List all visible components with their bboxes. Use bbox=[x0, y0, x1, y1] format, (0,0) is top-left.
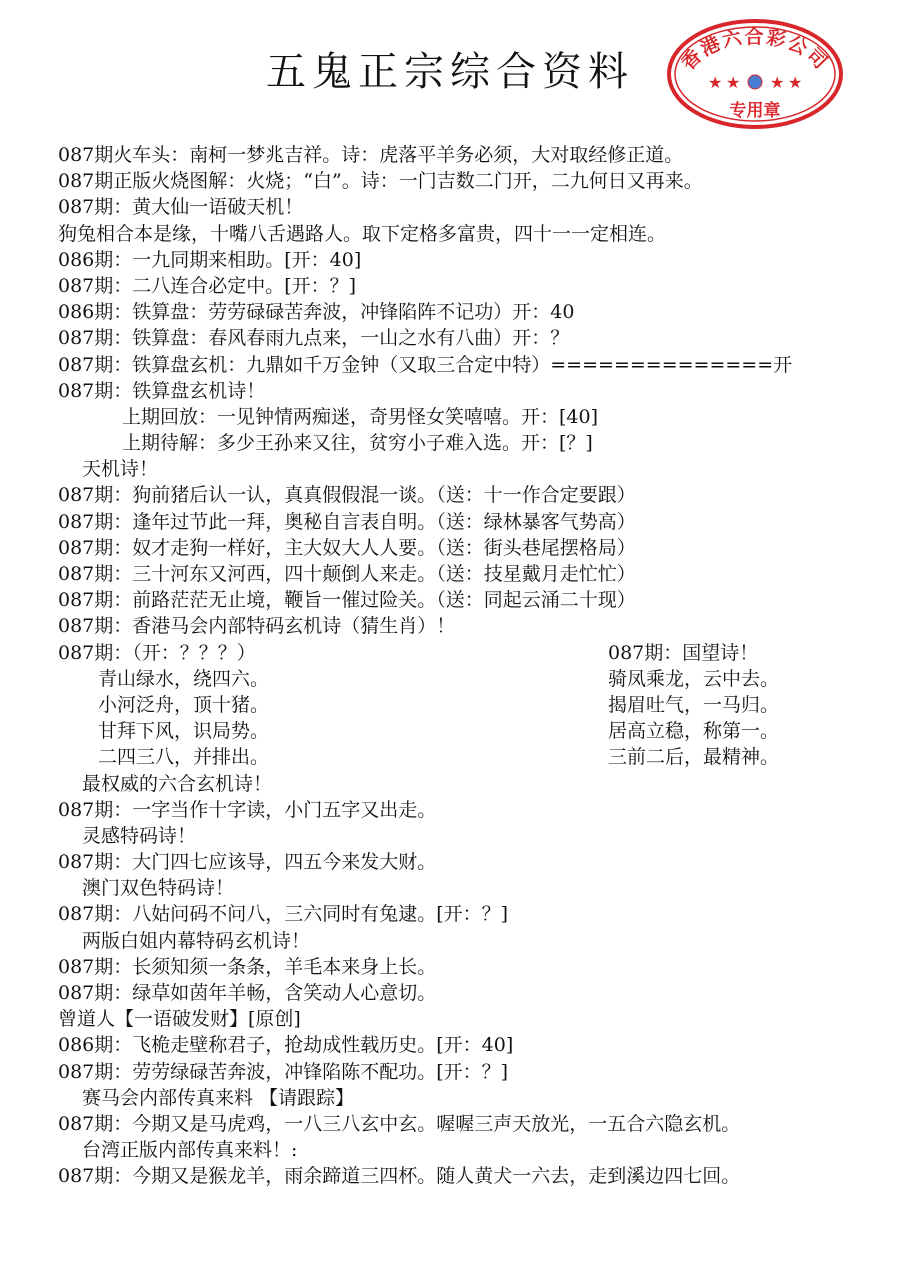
text-line: 086期：一九同期来相助。[开：40] bbox=[58, 248, 362, 271]
svg-text:★: ★ bbox=[788, 73, 803, 92]
text-line: 上期待解：多少王孙来又往，贫穷小子难入选。开：[？] bbox=[122, 432, 593, 455]
text-line: 087期：今期又是猴龙羊，雨余蹄道三四杯。随人黄犬一六去，走到溪边四七回。 bbox=[58, 1165, 741, 1188]
text-line: 澳门双色特码诗！ bbox=[82, 877, 235, 900]
text-line: 087期：劳劳绿碌苦奔波，冲锋陷陈不配功。[开：？] bbox=[58, 1060, 509, 1083]
text-line: 087期：今期又是马虎鸡，一八三八玄中玄。喔喔三声天放光，一五合六隐玄机。 bbox=[58, 1112, 741, 1135]
text-line: 087期：长须知须一条条，羊毛本来身上长。 bbox=[58, 955, 437, 978]
text-line: 087期：铁算盘：春风春雨九点来，一山之水有八曲）开：？ bbox=[58, 327, 570, 350]
text-line: 曾道人【一语破发财】[原创] bbox=[58, 1008, 301, 1031]
text-line: 赛马会内部传真来料 【请跟踪】 bbox=[82, 1086, 355, 1109]
text-line: 087期：八姑问码不问八，三六同时有兔逮。[开：？] bbox=[58, 903, 509, 926]
text-line: 087期：二八连合必定中。[开：？] bbox=[58, 274, 357, 297]
seal-text: 香港六合彩公司 bbox=[677, 26, 833, 75]
text-line: 天机诗！ bbox=[82, 458, 159, 481]
page-title: 五鬼正宗综合资料 bbox=[266, 49, 634, 95]
text-line: 揭眉吐气，一马归。 bbox=[608, 693, 780, 716]
text-line: 086期：飞桅走壁称君子，抢劫成性载历史。[开：40] bbox=[58, 1034, 514, 1057]
text-line: 灵感特码诗！ bbox=[82, 824, 197, 847]
svg-text:专用章: 专用章 bbox=[729, 101, 781, 121]
text-line: 087期：奴才走狗一样好，主大奴大人人要。（送：街头巷尾摆格局） bbox=[58, 536, 636, 559]
text-block-a bbox=[58, 142, 888, 640]
svg-text:★: ★ bbox=[770, 73, 785, 92]
text-line: 087期：一字当作十字读，小门五字又出走。 bbox=[58, 798, 437, 821]
text-line: 087期：前路茫茫无止境，鞭旨一催过险关。（送：同起云涌二十现） bbox=[58, 589, 636, 612]
text-block-b bbox=[58, 771, 888, 1190]
text-line: 两版白姐内幕特码玄机诗！ bbox=[82, 929, 311, 952]
text-line: 087期：香港马会内部特码玄机诗（猜生肖）！ bbox=[58, 615, 456, 638]
svg-text:★: ★ bbox=[726, 73, 741, 92]
text-line: 087期：铁算盘玄机诗！ bbox=[58, 379, 266, 402]
text-line: 上期回放：一见钟情两痴迷，奇男怪女笑嘻嘻。开：[40] bbox=[122, 405, 599, 428]
text-line: 087期火车头：南柯一梦兆吉祥。诗：虎落平羊务必须，大对取经修正道。 bbox=[58, 144, 684, 166]
poem-section bbox=[58, 640, 888, 771]
text-line: 最权威的六合玄机诗！ bbox=[82, 772, 273, 795]
text-line: 青山绿水，绕四六。 bbox=[98, 667, 270, 690]
text-line: 087期：黄大仙一语破天机！ bbox=[58, 196, 304, 219]
svg-text:★: ★ bbox=[708, 73, 723, 92]
text-line: 087期：绿草如茵年羊畅，含笑动人心意切。 bbox=[58, 982, 437, 1004]
text-line: 086期：铁算盘：劳劳碌碌苦奔波，冲锋陷阵不记功）开：40 bbox=[58, 301, 575, 324]
text-line: 087期：国望诗！ bbox=[608, 641, 759, 664]
text-line: 087期：逢年过节此一拜，奥秘自言表自明。（送：绿林暴客气势高） bbox=[58, 510, 636, 533]
text-line: 甘拜下风，识局势。 bbox=[98, 720, 270, 743]
text-line: 二四三八，并排出。 bbox=[98, 746, 270, 769]
text-line: 087期正版火烧图解：火烧；“白”。诗：一门吉数二门开，二九何日又再来。 bbox=[58, 170, 703, 193]
text-line: 087期：大门四七应该导，四五今来发大财。 bbox=[58, 851, 437, 874]
poem-right-column bbox=[608, 640, 888, 771]
text-line: 狗兔相合本是缘，十嘴八舌遇路人。取下定格多富贵，四十一一定相连。 bbox=[58, 222, 667, 245]
text-line: 087期：铁算盘玄机：九鼎如千万金钟（又取三合定中特）==============开 bbox=[58, 353, 793, 376]
text-line: 小河泛舟，顶十猪。 bbox=[98, 693, 270, 716]
text-line: 087期：（开：？？？） bbox=[58, 641, 256, 664]
text-line: 三前二后，最精神。 bbox=[608, 746, 780, 769]
text-line: 居高立稳，称第一。 bbox=[608, 720, 780, 743]
text-line: 骑凤乘龙，云中去。 bbox=[608, 667, 780, 690]
text-line: 087期：三十河东又河西，四十颠倒人来走。（送：技星戴月走忙忙） bbox=[58, 563, 636, 585]
company-seal bbox=[666, 18, 844, 130]
text-line: 台湾正版内部传真来料！: bbox=[82, 1139, 298, 1162]
content-lines bbox=[58, 142, 888, 1190]
text-line: 087期：狗前猪后认一认，真真假假混一谈。（送：十一作合定要跟） bbox=[58, 484, 636, 507]
